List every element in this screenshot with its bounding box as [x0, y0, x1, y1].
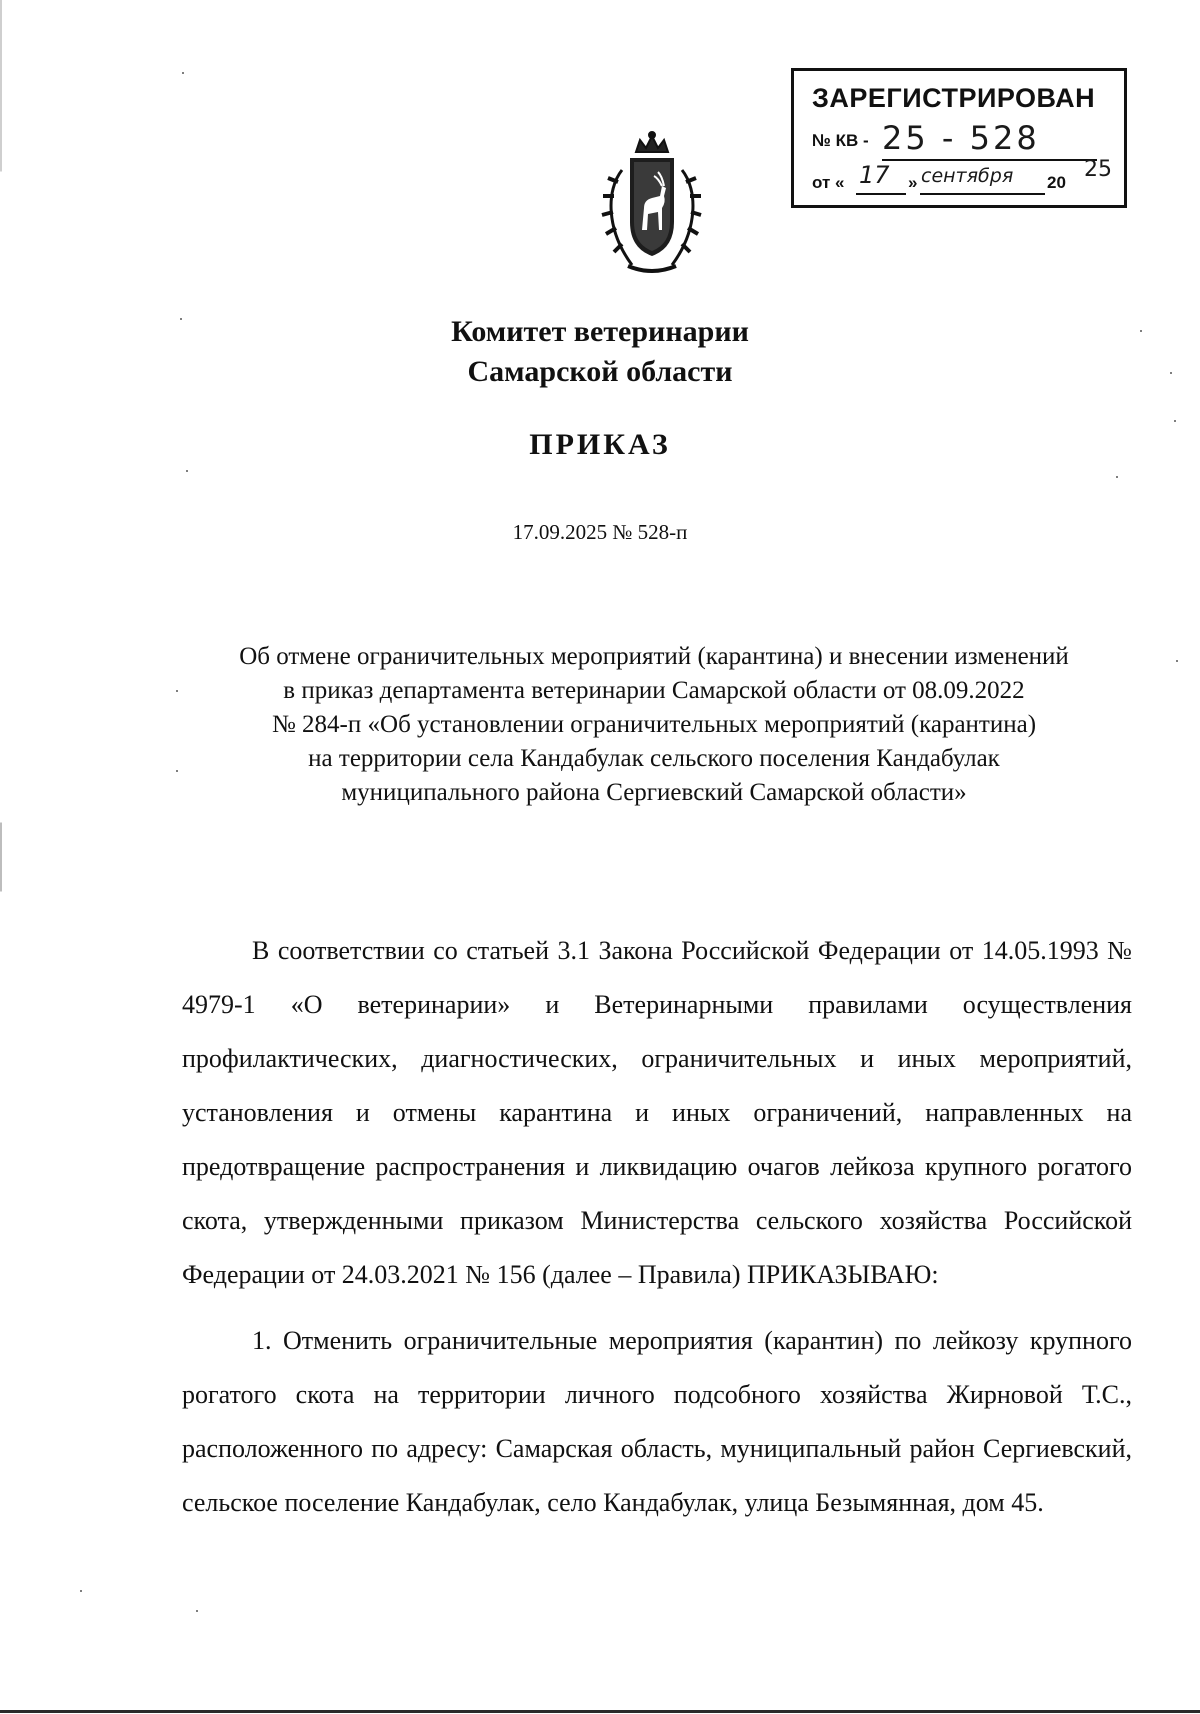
registration-stamp [791, 68, 1127, 208]
body-paragraph-preamble [182, 924, 1132, 1302]
subject-line: на территории села Кандабулак сельского поселения Кандабулак [308, 745, 1000, 772]
body-paragraph-item-1 [182, 1314, 1132, 1530]
scan-edge-left [0, 0, 2, 1714]
preamble-text: В соответствии со статьей 3.1 Закона Российской Федерации от 14.05.1993 № 4979-1 «О ветеринарии» и Ветеринарными правилами осуществления профилактических, диагностических, ограничительных и иных мероприятий, установления и отмены карантина и иных ограничений, направленных на предотвращение распространения и ликвидацию очагов лейкоза крупного рогатого скота, утвержденными приказом Министерства сельского хозяйства Российской Федерации от 24.03.2021 № 156 (далее – Правила) ПРИКАЗЫВАЮ: [182, 936, 1132, 1289]
stamp-day-underline [856, 193, 906, 195]
document-subject [178, 640, 1130, 810]
stamp-month-handwritten: сентября [921, 165, 1014, 187]
scan-speck [1174, 420, 1176, 422]
subject-line: муниципального района Сергиевский Самарской области» [341, 779, 967, 806]
scan-speck [196, 1610, 198, 1612]
document-date-number: 17.09.2025 № 528-п [512, 520, 688, 544]
stamp-day-handwritten: 17 [859, 161, 890, 189]
scan-speck [186, 470, 188, 472]
stamp-number-prefix: № КВ - [812, 131, 869, 150]
scan-speck [182, 72, 184, 74]
stamp-title: ЗАРЕГИСТРИРОВАН [812, 83, 1096, 113]
stamp-year-prefix: 20 [1047, 173, 1066, 192]
subject-line: № 284-п «Об установлении ограничительных мероприятий (карантина) [271, 711, 1037, 738]
stamp-year-handwritten: 25 [1084, 157, 1112, 182]
scan-speck [80, 1590, 82, 1592]
organization-name [0, 312, 1200, 392]
stamp-number-handwritten: 25 - 528 [882, 119, 1040, 157]
subject-line: Об отмене ограничительных мероприятий (карантина) и внесении изменений [239, 643, 1069, 670]
scan-edge-bottom [0, 1710, 1200, 1713]
organization-name-line2: Самарской области [467, 355, 733, 388]
scan-speck [1176, 660, 1178, 662]
stamp-number-underline [882, 159, 1097, 161]
stamp-date-mid: » [908, 173, 918, 192]
document-type: ПРИКАЗ [529, 428, 671, 461]
scan-speck [1116, 476, 1118, 478]
organization-name-line1: Комитет ветеринарии [451, 315, 749, 348]
stamp-month-underline [920, 193, 1045, 195]
coat-of-arms-icon [592, 130, 712, 280]
subject-line: в приказ департамента ветеринарии Самарской области от 08.09.2022 [283, 677, 1025, 704]
stamp-date-prefix: от « [812, 173, 845, 192]
item-1-text: 1. Отменить ограничительные мероприятия (карантин) по лейкозу крупного рогатого скота на территории личного подсобного хозяйства Жирновой Т.С., расположенного по адресу: Самарская область, муниципальный район Сергиевский, сельское поселение Кандабулак, село Кандабулак, улица Безымянная, дом 45. [182, 1326, 1132, 1517]
